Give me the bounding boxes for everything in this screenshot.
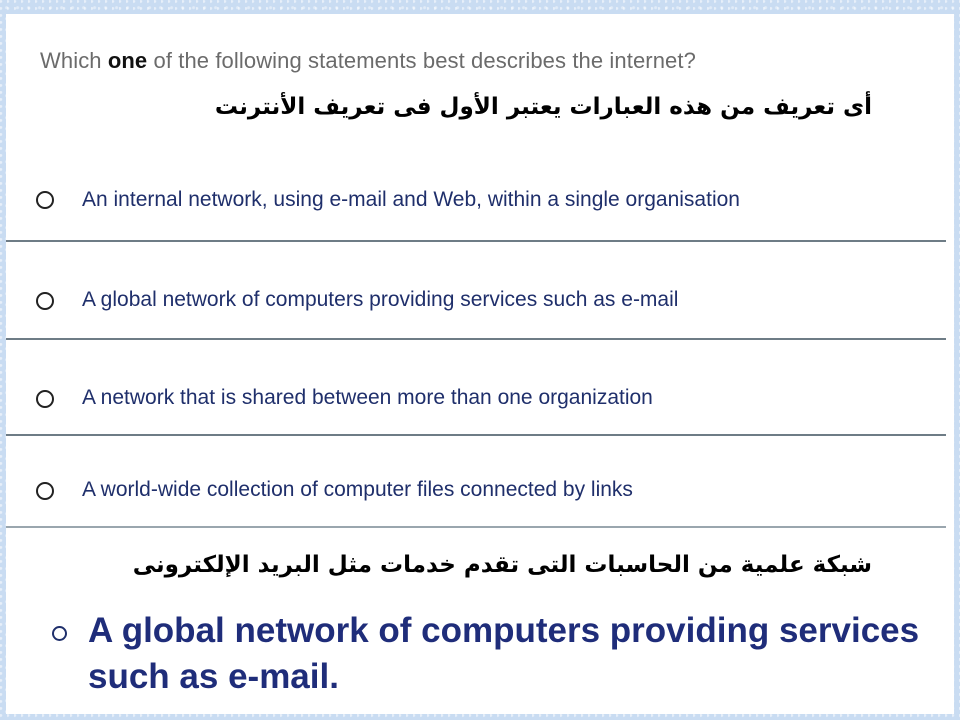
option-2[interactable] — [6, 242, 946, 340]
question-suffix: of the following statements best describes the internet? — [147, 48, 696, 73]
answer-text: A global network of computers providing services such as e-mail. — [88, 611, 920, 696]
bullet-icon — [52, 626, 67, 641]
question-text — [40, 48, 696, 74]
option-1-label[interactable]: An internal network, using e-mail and Web, within a single organisation — [82, 188, 740, 211]
option-3-label[interactable]: A network that is shared between more than one organization — [82, 386, 653, 409]
option-2-label[interactable]: A global network of computers providing services such as e-mail — [82, 288, 679, 311]
radio-button-option-3[interactable] — [36, 390, 54, 408]
question-emphasis: one — [107, 48, 148, 73]
radio-button-option-4[interactable] — [36, 482, 54, 500]
option-3[interactable] — [6, 340, 946, 436]
question-arabic: أى تعريف من هذه العبارات يعتبر الأول فى تعريف الأنترنت — [214, 94, 872, 120]
option-1[interactable] — [6, 144, 946, 242]
question-prefix: Which — [40, 48, 108, 73]
radio-button-option-1[interactable] — [36, 191, 54, 209]
option-4-label[interactable]: A world-wide collection of computer files connected by links — [82, 478, 633, 501]
option-4[interactable] — [6, 436, 946, 528]
answer-arabic: شبكة علمية من الحاسبات التى تقدم خدمات مثل البريد الإلكترونى — [132, 552, 872, 578]
slide — [6, 14, 954, 714]
radio-button-option-2[interactable] — [36, 292, 54, 310]
